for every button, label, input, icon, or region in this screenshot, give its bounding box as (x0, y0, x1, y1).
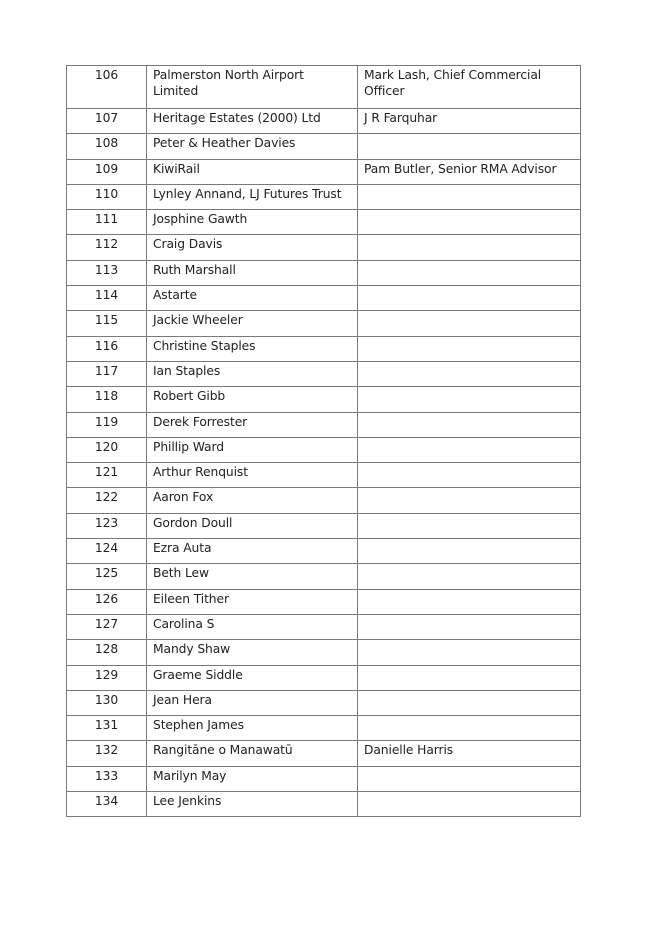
submitter-name-cell: Stephen James (147, 716, 358, 741)
representative-cell (358, 361, 581, 386)
table-row (67, 361, 581, 386)
representative-cell (358, 184, 581, 209)
table-row (67, 665, 581, 690)
table-row (67, 589, 581, 614)
submitter-name-cell: Marilyn May (147, 766, 358, 791)
submitter-number-cell: 134 (67, 792, 147, 817)
submitter-name-cell: Graeme Siddle (147, 665, 358, 690)
representative-cell (358, 210, 581, 235)
representative-cell (358, 336, 581, 361)
representative-cell (358, 437, 581, 462)
submitter-number-cell: 131 (67, 716, 147, 741)
table-row (67, 184, 581, 209)
table-row (67, 640, 581, 665)
representative-cell: Danielle Harris (358, 741, 581, 766)
submitter-number-cell: 111 (67, 210, 147, 235)
table-row (67, 614, 581, 639)
table-row (67, 741, 581, 766)
table-row (67, 488, 581, 513)
representative-cell (358, 488, 581, 513)
table-row (67, 235, 581, 260)
representative-cell: Pam Butler, Senior RMA Advisor (358, 159, 581, 184)
table-row (67, 412, 581, 437)
representative-cell (358, 260, 581, 285)
table-row (67, 766, 581, 791)
submitter-number-cell: 108 (67, 134, 147, 159)
representative-cell (358, 766, 581, 791)
representative-cell (358, 716, 581, 741)
submitter-number-cell: 123 (67, 513, 147, 538)
submitter-name-cell: Phillip Ward (147, 437, 358, 462)
table-row (67, 513, 581, 538)
submitter-name-cell: Rangitāne o Manawatū (147, 741, 358, 766)
submitter-number-cell: 122 (67, 488, 147, 513)
submitter-number-cell: 129 (67, 665, 147, 690)
submitter-number-cell: 126 (67, 589, 147, 614)
submitters-table-body (67, 66, 581, 817)
submitter-number-cell: 116 (67, 336, 147, 361)
table-row (67, 159, 581, 184)
representative-cell (358, 665, 581, 690)
representative-cell (358, 690, 581, 715)
submitter-name-cell: Robert Gibb (147, 387, 358, 412)
submitter-number-cell: 120 (67, 437, 147, 462)
submitter-name-cell: Ruth Marshall (147, 260, 358, 285)
submitter-name-cell: Ian Staples (147, 361, 358, 386)
representative-cell (358, 539, 581, 564)
submitter-name-cell: KiwiRail (147, 159, 358, 184)
representative-cell (358, 412, 581, 437)
representative-cell (358, 589, 581, 614)
submitter-number-cell: 127 (67, 614, 147, 639)
submitter-number-cell: 119 (67, 412, 147, 437)
submitter-name-cell: Gordon Doull (147, 513, 358, 538)
table-row (67, 792, 581, 817)
submitter-name-cell: Josphine Gawth (147, 210, 358, 235)
submitter-number-cell: 109 (67, 159, 147, 184)
representative-cell: Mark Lash, Chief Commercial Officer (358, 66, 581, 109)
table-row (67, 109, 581, 134)
submitter-name-cell: Jackie Wheeler (147, 311, 358, 336)
representative-cell (358, 614, 581, 639)
submitter-number-cell: 118 (67, 387, 147, 412)
submitter-name-cell: Palmerston North Airport Limited (147, 66, 358, 109)
submitter-name-cell: Astarte (147, 286, 358, 311)
submitter-number-cell: 133 (67, 766, 147, 791)
submitter-number-cell: 124 (67, 539, 147, 564)
submitter-number-cell: 115 (67, 311, 147, 336)
table-row (67, 387, 581, 412)
submitter-number-cell: 114 (67, 286, 147, 311)
table-row (67, 716, 581, 741)
representative-cell (358, 463, 581, 488)
submitter-name-cell: Derek Forrester (147, 412, 358, 437)
submitter-name-cell: Mandy Shaw (147, 640, 358, 665)
table-row (67, 210, 581, 235)
submitter-name-cell: Heritage Estates (2000) Ltd (147, 109, 358, 134)
representative-cell (358, 134, 581, 159)
submitter-name-cell: Jean Hera (147, 690, 358, 715)
representative-cell (358, 311, 581, 336)
submitter-name-cell: Christine Staples (147, 336, 358, 361)
submitter-number-cell: 117 (67, 361, 147, 386)
representative-cell (358, 286, 581, 311)
submitter-name-cell: Eileen Tither (147, 589, 358, 614)
submitter-number-cell: 112 (67, 235, 147, 260)
representative-cell (358, 235, 581, 260)
table-row (67, 564, 581, 589)
table-row (67, 690, 581, 715)
submitter-name-cell: Carolina S (147, 614, 358, 639)
table-row (67, 260, 581, 285)
table-row (67, 437, 581, 462)
submitter-number-cell: 121 (67, 463, 147, 488)
submitter-name-cell: Beth Lew (147, 564, 358, 589)
table-row (67, 463, 581, 488)
submitter-name-cell: Aaron Fox (147, 488, 358, 513)
submitter-number-cell: 128 (67, 640, 147, 665)
submitter-number-cell: 130 (67, 690, 147, 715)
table-row (67, 336, 581, 361)
submitter-name-cell: Arthur Renquist (147, 463, 358, 488)
submitter-name-cell: Craig Davis (147, 235, 358, 260)
table-row (67, 311, 581, 336)
submitter-number-cell: 132 (67, 741, 147, 766)
representative-cell (358, 564, 581, 589)
submitter-number-cell: 107 (67, 109, 147, 134)
representative-cell (358, 640, 581, 665)
submitter-number-cell: 106 (67, 66, 147, 109)
submitter-number-cell: 113 (67, 260, 147, 285)
submitter-name-cell: Lee Jenkins (147, 792, 358, 817)
representative-cell (358, 513, 581, 538)
representative-cell (358, 387, 581, 412)
table-row (67, 66, 581, 109)
table-row (67, 539, 581, 564)
submitters-table (66, 65, 581, 817)
representative-cell: J R Farquhar (358, 109, 581, 134)
table-row (67, 286, 581, 311)
representative-cell (358, 792, 581, 817)
table-row (67, 134, 581, 159)
submitter-name-cell: Peter & Heather Davies (147, 134, 358, 159)
submitter-number-cell: 110 (67, 184, 147, 209)
submitter-name-cell: Ezra Auta (147, 539, 358, 564)
submitter-number-cell: 125 (67, 564, 147, 589)
submitter-name-cell: Lynley Annand, LJ Futures Trust (147, 184, 358, 209)
